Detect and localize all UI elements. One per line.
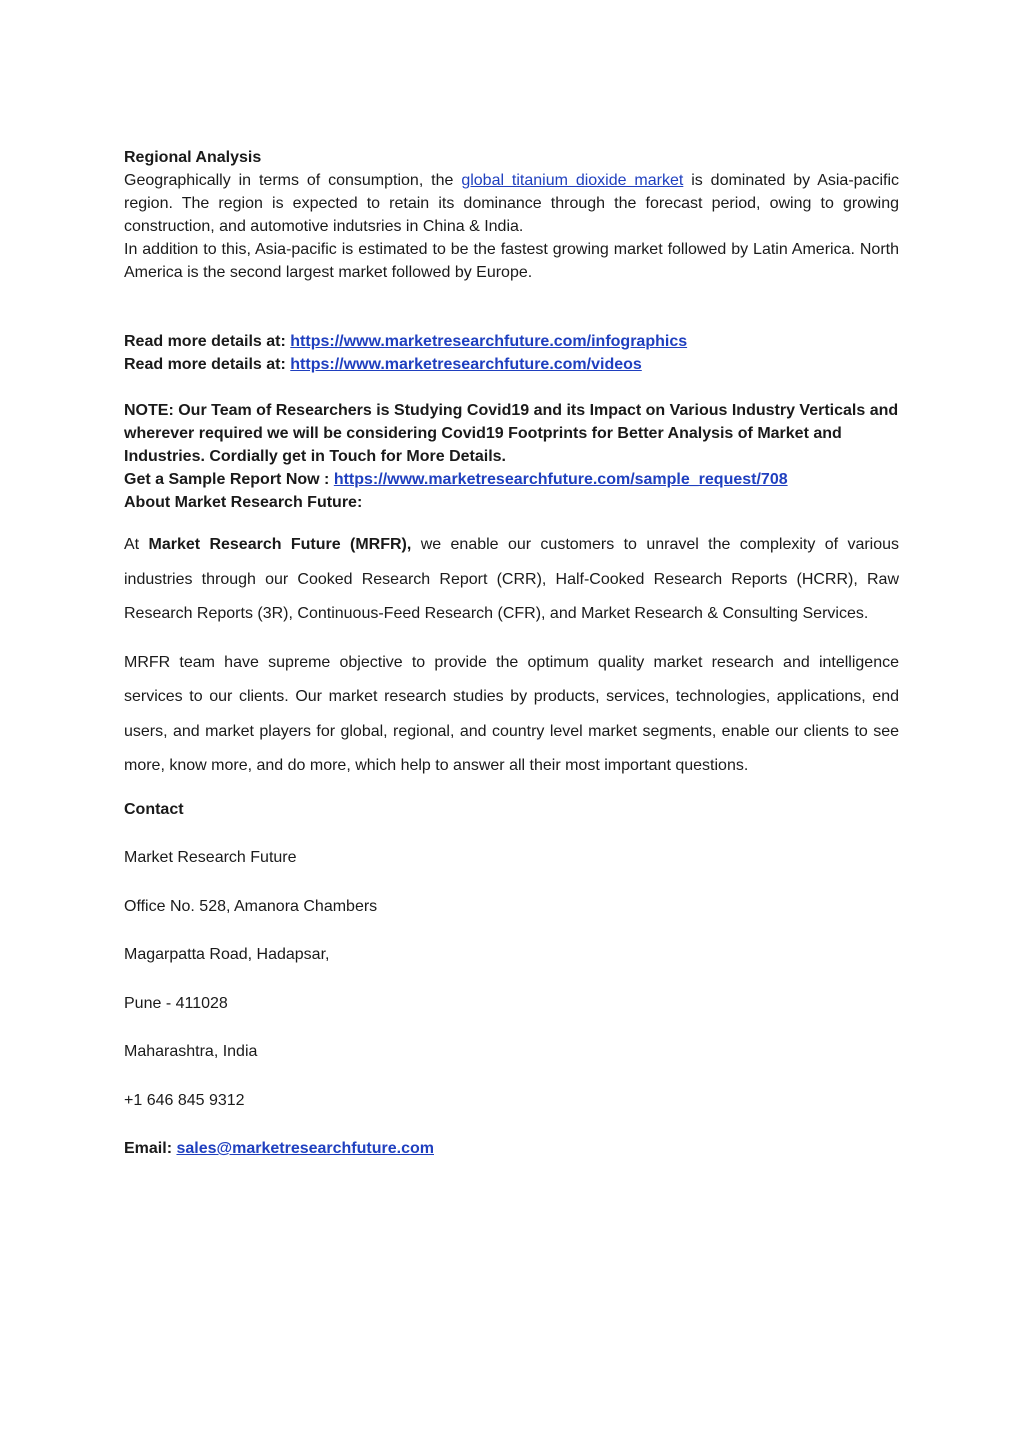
sample-report-label: Get a Sample Report Now : [124,471,334,488]
infographics-link[interactable]: https://www.marketresearchfuture.com/infographics [290,333,688,350]
spacer [124,784,899,798]
document-page [124,146,899,1160]
contact-phone: +1 646 845 9312 [124,1091,245,1109]
about-p1-rest: we enable our customers to unravel the complexity of various industries through our Cooked Research Report (CRR), Half-Cooked Research Reports (HCRR), Raw Research Reports (3R), Continuous-Feed Research (CFR), and Market Research & Consulting Services. [124,536,900,622]
contact-heading: Contact [124,800,184,818]
read-more-infographics [124,330,899,353]
sample-report-line [124,468,899,491]
videos-link[interactable]: https://www.marketresearchfuture.com/videos [290,356,642,373]
contact-company: Market Research Future [124,849,297,866]
regional-p1-before: Geographically in terms of consumption, the [124,172,462,189]
spacer [124,376,899,399]
contact-office: Office No. 528, Amanora Chambers [124,897,378,915]
about-p1-prefix: At [124,536,149,553]
contact-state: Maharashtra, India [124,1043,258,1060]
contact-road: Magarpatta Road, Hadapsar, [124,946,330,963]
about-paragraph-2: MRFR team have supreme objective to provide the optimum quality market research and intelligence services to our clients. Our market research studies by products, services, technologies, applications, end users, and market players for global, regional, and country level market segments, enable our clients to see more, know more, and do more, which help to answer all their most important questions. [124,653,899,774]
read-more-label: Read more details at: [124,356,291,373]
covid-note: NOTE: Our Team of Researchers is Studying Covid19 and its Impact on Various Industry Verticals and wherever required we will be considering Covid19 Footprints for Better Analysis of Market and Industries. Cordially get in Touch for More Details. [124,402,899,465]
contact-city: Pune - 411028 [124,994,228,1012]
about-paragraph-1 [124,528,899,632]
regional-heading: Regional Analysis [124,149,262,166]
sample-request-link[interactable]: https://www.marketresearchfuture.com/sample_request/708 [333,471,788,488]
spacer [124,632,899,646]
mrfr-name: Market Research Future (MRFR), [148,536,412,553]
regional-paragraph-1 [124,169,899,238]
regional-p1-after: is dominated by Asia-pacific region. The region is expected to retain its dominance through the forecast period, owing to growing construction, and automotive indutsries in China & India. [124,172,900,235]
spacer [124,284,899,330]
contact-email-line [124,1137,899,1160]
read-more-videos [124,353,899,376]
email-label: Email: [124,1140,177,1157]
titanium-dioxide-market-link[interactable]: global titanium dioxide market [461,172,684,189]
about-heading: About Market Research Future: [124,494,363,511]
read-more-label: Read more details at: [124,333,291,350]
spacer [124,514,899,528]
email-link[interactable]: sales@marketresearchfuture.com [176,1140,434,1157]
regional-paragraph-2: In addition to this, Asia-pacific is estimated to be the fastest growing market followed by Latin America. North America is the second largest market followed by Europe. [124,241,899,281]
